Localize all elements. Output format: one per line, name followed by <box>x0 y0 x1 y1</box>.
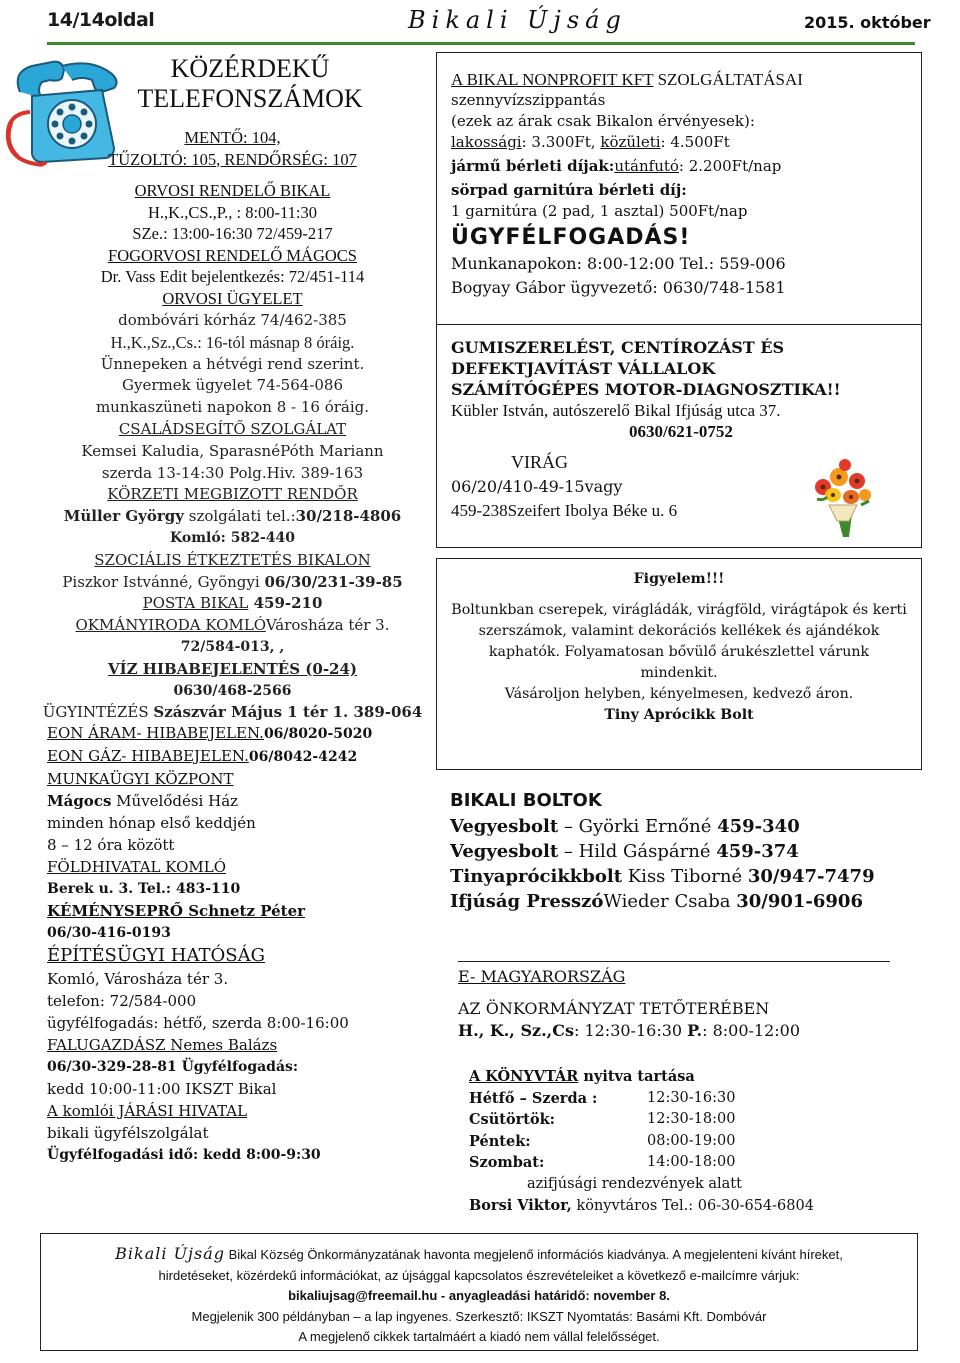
police-tel-label: szolgálati tel.: <box>183 507 296 526</box>
footer-line-1-text: Bikal Község Önkormányzatának havonta megjelenő információs kiadványa. A megjelenteni kívánt híreket, <box>225 1247 843 1262</box>
shop-2-owner: – Hild Gáspárné <box>558 841 717 862</box>
library-time: 12:30-16:30 <box>647 1089 736 1106</box>
police-contact <box>40 506 425 528</box>
administration-address: Szászvár Május 1 tér 1. 389-064 <box>153 703 423 722</box>
section-divider <box>458 961 890 962</box>
trailer-price: : 2.200Ft/nap <box>678 157 782 175</box>
agronomist-tel: 06/30-329-28-81 Ügyfélfogadás: <box>47 1059 299 1075</box>
e-hungary-time-1: : 12:30-16:30 <box>573 1021 688 1040</box>
child-duty-hours: munkaszüneti napokon 8 - 16 óráig. <box>95 398 370 417</box>
flower-bouquet-icon <box>809 457 875 539</box>
hospital-line: dombóvári kórház 74/462-385 <box>118 311 347 329</box>
tyre-service: GUMISZERELÉST, CENTÍROZÁST ÉS <box>451 338 785 357</box>
district-office-hours: Ügyfélfogadási idő: kedd 8:00-9:30 <box>47 1147 321 1163</box>
chimney-sweep-tel: 06/30-416-0193 <box>47 925 171 941</box>
chimney-sweep-text: KÉMÉNYSEPRŐ Schnetz Péter <box>47 902 306 920</box>
mechanic-florist-box <box>436 324 922 548</box>
fire-police-line <box>40 149 425 171</box>
meals-heading <box>40 550 425 572</box>
building-authority-text: ÉPÍTÉSÜGYI HATÓSÁG <box>47 945 265 966</box>
library-day: Csütörtök: <box>469 1111 556 1128</box>
notice-heading: Figyelem!!! <box>633 571 725 587</box>
dentist-info: Dr. Vass Edit bejelentkezés: 72/451-114 <box>100 267 365 286</box>
water-heading <box>40 659 425 681</box>
librarian-tel: könyvtáros Tel.: 06-30-654-6804 <box>571 1198 814 1214</box>
doctor-hours-2: SZe.: 13:00-16:30 72/459-217 <box>132 224 333 243</box>
footer-email: bikaliujsag@freemail.hu - anyagleadási határidő: november 8. <box>288 1288 670 1303</box>
vehicle-rental-label: jármű bérleti díjak: <box>451 157 615 175</box>
district-office-text: A komlói JÁRÁSI HIVATAL <box>47 1102 248 1120</box>
library-day: Hétfő – Szerda : <box>469 1089 598 1107</box>
eon-gas-tel: 06/8042-4242 <box>248 749 358 765</box>
footer-box <box>40 1233 918 1351</box>
labour-place <box>47 790 432 812</box>
services-heading-rest: SZOLGÁLTATÁSAI <box>653 70 803 89</box>
florist-tel: 06/20/410-49-15vagy <box>451 477 623 496</box>
notice-line-4: mindenkit. <box>640 665 718 681</box>
documents-office-heading: OKMÁNYIRODA KOMLÓ <box>75 616 266 635</box>
police-tel: 30/218-4806 <box>295 507 402 526</box>
shop-1-owner: – Györki Ernőné <box>558 816 718 837</box>
family-service-hours: szerda 13-14:30 Polg.Hiv. 389-163 <box>101 463 364 482</box>
page-title <box>100 54 400 114</box>
bench-rental-label: sörpad garnitúra bérleti díj: <box>451 181 687 199</box>
office-hours: Munkanapokon: 8:00-12:00 Tel.: 559-006 <box>451 254 786 273</box>
agronomist-heading <box>47 1034 432 1056</box>
business-label: közületi <box>600 133 661 151</box>
utilities-section <box>47 722 432 1166</box>
vehicle-rental <box>451 156 921 177</box>
post-tel: 459-210 <box>248 594 323 613</box>
header-rule <box>47 42 915 45</box>
librarian-name: Borsi Viktor, <box>469 1197 572 1214</box>
labour-heading <box>47 768 432 790</box>
shop-row-2 <box>450 839 920 864</box>
shop-4-type: Ifjúság Presszó <box>450 891 604 912</box>
building-authority-heading <box>47 944 432 968</box>
notice-line-1: Boltunkban cserepek, virágládák, virágföld, virágtápok és kerti <box>451 602 907 618</box>
florist-contact: 459-238Szeifert Ibolya Béke u. 6 <box>451 501 678 520</box>
family-service-heading <box>40 419 425 441</box>
mechanic-tel: 0630/621-0752 <box>629 422 733 441</box>
newspaper-title: Bikali Újság <box>408 6 627 34</box>
agronomist-hours: kedd 10:00-11:00 IKSZT Bikal <box>47 1080 277 1098</box>
shop-4-owner: Wieder Csaba <box>603 891 737 912</box>
notice-line-3: kaphatók. Folyamatosan bővülő árukészlettel várunk <box>488 644 870 660</box>
residential-price: : 3.300Ft, <box>521 133 601 151</box>
eon-power-tel: 06/8020-5020 <box>263 726 373 742</box>
footer-brand: Bikali Újság <box>115 1244 226 1263</box>
office-hours-heading: ÜGYFÉLFOGADÁS! <box>451 225 691 250</box>
documents-office-tel: 72/584-013, , <box>180 638 285 655</box>
building-authority-hours: ügyfélfogadás: hétfő, szerda 8:00-16:00 <box>47 1014 349 1032</box>
duty-heading-text: ORVOSI ÜGYELET <box>162 288 303 308</box>
fire-police-text: TŰZOLTÓ: 105, RENDŐRSÉG: 107 <box>108 149 357 169</box>
doctor-hours-1: H.,K.,CS.,P., : 8:00-11:30 <box>148 202 317 222</box>
administration-line <box>40 702 425 724</box>
land-office-contact: Berek u. 3. Tel.: 483-110 <box>47 881 241 897</box>
eon-gas-heading: EON GÁZ- HIBABEJELEN. <box>47 747 249 765</box>
library-note: azifjúsági rendezvények alatt <box>527 1175 742 1192</box>
footer-line-1 <box>41 1244 917 1266</box>
diagnostics: SZÁMÍTÓGÉPES MOTOR-DIAGNOSZTIKA!! <box>451 380 841 399</box>
eon-power-line <box>47 722 432 745</box>
administration-label: ÜGYINTÉZÉS <box>42 703 154 722</box>
documents-office-line <box>40 615 425 637</box>
meals-contact <box>40 572 425 594</box>
building-authority-address: Komló, Városháza tér 3. <box>47 970 229 988</box>
post-line <box>40 593 425 615</box>
title-line-1: KÖZÉRDEKŰ <box>170 54 330 83</box>
police-name: Müller György <box>63 507 184 526</box>
business-price: : 4.500Ft <box>660 133 730 151</box>
post-heading: POSTA BIKAL <box>142 594 249 613</box>
family-service-names: Kemsei Kaludia, SparasnéPóth Mariann <box>81 441 384 460</box>
labour-town: Mágocs <box>47 792 112 810</box>
eon-gas-line <box>47 745 432 768</box>
library-title: A KÖNYVTÁR <box>469 1068 579 1085</box>
meals-name: Piszkor Istvánné, Gyöngyi <box>62 572 265 591</box>
residential-label: lakossági <box>451 133 522 151</box>
manager-contact: Bogyay Gábor ügyvezető: 0630/748-1581 <box>451 278 786 297</box>
family-service-text: CSALÁDSEGÍTŐ SZOLGÁLAT <box>118 419 347 438</box>
police-heading-text: KÖRZETI MEGBIZOTT RENDŐR <box>107 485 358 504</box>
shop-2-type: Vegyesbolt <box>450 841 559 862</box>
holiday-note: Ünnepeken a hétvégi rend szerint. <box>100 354 365 373</box>
komlo-number: Komló: 582-440 <box>170 529 295 546</box>
phone-directory <box>40 127 425 309</box>
labour-venue: Művelődési Ház <box>111 792 239 810</box>
florist-heading: VIRÁG <box>511 452 568 472</box>
water-tel: 0630/468-2566 <box>173 682 292 699</box>
water-heading-text: VÍZ HIBABEJELENTÉS (0-24) <box>107 659 358 678</box>
library-time: 08:00-19:00 <box>647 1132 736 1149</box>
agronomist-text: FALUGAZDÁSZ Nemes Balázs <box>47 1036 278 1054</box>
shop-3-tel: 30/947-7479 <box>747 866 875 887</box>
price-note: (ezek az árak csak Bikalon érvényesek): <box>451 112 755 130</box>
duty-section <box>40 310 425 724</box>
notice-line-5: Vásároljon helyben, kényelmesen, kedvező áron. <box>504 686 854 702</box>
library-time: 14:00-18:00 <box>647 1154 736 1170</box>
labour-hours: 8 – 12 óra között <box>47 836 175 854</box>
page-number: 14/14oldal <box>47 9 155 31</box>
sewage-service: szennyvízszippantás <box>451 91 606 109</box>
building-authority-tel: telefon: 72/584-000 <box>47 992 197 1010</box>
shop-3-type: Tinyaprócikkbolt <box>450 866 623 887</box>
library-day: Szombat: <box>469 1154 545 1171</box>
footer-line-5: A megjelenő cikkek tartalmáért a kiadó nem vállal felelősséget. <box>298 1329 660 1344</box>
labour-heading-text: MUNKAÜGYI KÖZPONT <box>47 770 234 788</box>
shop-2-tel: 459-374 <box>716 841 799 862</box>
e-hungary-time-2: : 8:00-12:00 <box>702 1021 801 1040</box>
bench-rental-price: 1 garnitúra (2 pad, 1 asztal) 500Ft/nap <box>451 202 748 220</box>
footer-line-2: hirdetéseket, közérdekű információkat, az újsággal kapcsolatos észrevételeiket a következő e-mailcímre várjuk: <box>158 1267 800 1283</box>
e-hungary-location: AZ ÖNKORMÁNYZAT TETŐTERÉBEN <box>458 999 770 1018</box>
e-hungary-heading: E- MAGYARORSZÁG <box>458 967 626 986</box>
sewage-prices <box>451 132 921 153</box>
e-hungary-days-1: H., K., Sz.,Cs <box>458 1021 574 1040</box>
library-day: Péntek: <box>469 1132 531 1150</box>
chimney-sweep-heading <box>47 900 432 922</box>
title-line-2: TELEFONSZÁMOK <box>137 84 363 113</box>
services-company: A BIKAL NONPROFIT KFT <box>451 70 654 89</box>
meals-tel: 06/30/231-39-85 <box>264 572 403 591</box>
shop-notice-box <box>436 558 922 770</box>
local-shops-heading: BIKALI BOLTOK <box>450 790 602 811</box>
mechanic-contact: Kübler István, autószerelő Bikal Ifjúság utca 37. <box>451 401 781 420</box>
child-duty: Gyermek ügyelet 74-564-086 <box>121 376 344 395</box>
nonprofit-services-box <box>436 52 922 325</box>
services-heading <box>451 69 921 90</box>
documents-office-address: Városháza tér 3. <box>265 616 390 635</box>
e-hungary-section <box>458 966 928 1042</box>
local-shops <box>450 788 920 914</box>
e-hungary-hours <box>458 1020 928 1042</box>
police-heading <box>40 484 425 506</box>
ambulance-line <box>40 127 425 149</box>
library-section <box>469 1066 929 1218</box>
doctor-heading <box>40 180 425 202</box>
e-hungary-days-2: P. <box>687 1021 703 1040</box>
land-office-text: FÖLDHIVATAL KOMLÓ <box>47 858 226 876</box>
shop-1-tel: 459-340 <box>717 816 800 837</box>
library-time: 12:30-18:00 <box>647 1111 736 1127</box>
shop-row-1 <box>450 814 920 839</box>
shop-4-tel: 30/901-6906 <box>736 891 863 912</box>
shop-1-type: Vegyesbolt <box>450 816 559 837</box>
doctor-heading-text: ORVOSI RENDELŐ BIKAL <box>134 181 331 200</box>
district-office-service: bikali ügyfélszolgálat <box>47 1124 209 1142</box>
duty-heading <box>40 288 425 310</box>
trailer-label: utánfutó <box>614 157 679 175</box>
dentist-heading-text: FOGORVOSI RENDELŐ MÁGOCS <box>108 245 357 265</box>
ambulance-number: MENTŐ: 104, <box>184 128 281 147</box>
shop-name: Tiny Aprócikk Bolt <box>604 707 754 723</box>
library-contact <box>469 1195 929 1218</box>
meals-heading-text: SZOCIÁLIS ÉTKEZTETÉS BIKALON <box>94 550 371 569</box>
issue-date: 2015. október <box>804 13 931 32</box>
shop-3-owner: Kiss Tiborné <box>622 866 748 887</box>
library-subtitle: nyitva tartása <box>578 1068 695 1085</box>
district-office-heading <box>47 1100 432 1122</box>
library-heading <box>469 1066 929 1088</box>
labour-schedule: minden hónap első keddjén <box>47 814 256 832</box>
eon-power-heading: EON ÁRAM- HIBABEJELEN. <box>47 724 264 742</box>
land-office-heading <box>47 856 432 878</box>
shop-row-4 <box>450 889 920 914</box>
duty-hours: H.,K.,Sz.,Cs.: 16-tól másnap 8 óráig. <box>110 332 355 352</box>
shop-row-3 <box>450 864 920 889</box>
footer-line-4: Megjelenik 300 példányban – a lap ingyenes. Szerkesztő: IKSZT Nyomtatás: Basámi Kft. Dombóvár <box>191 1308 767 1324</box>
library-hours-table <box>469 1088 929 1174</box>
dentist-heading <box>40 245 425 267</box>
puncture-repair: DEFEKTJAVÍTÁST VÁLLALOK <box>451 359 716 378</box>
notice-line-2: szerszámok, valamint dekorációs kellékek és ajándékok <box>478 623 880 639</box>
